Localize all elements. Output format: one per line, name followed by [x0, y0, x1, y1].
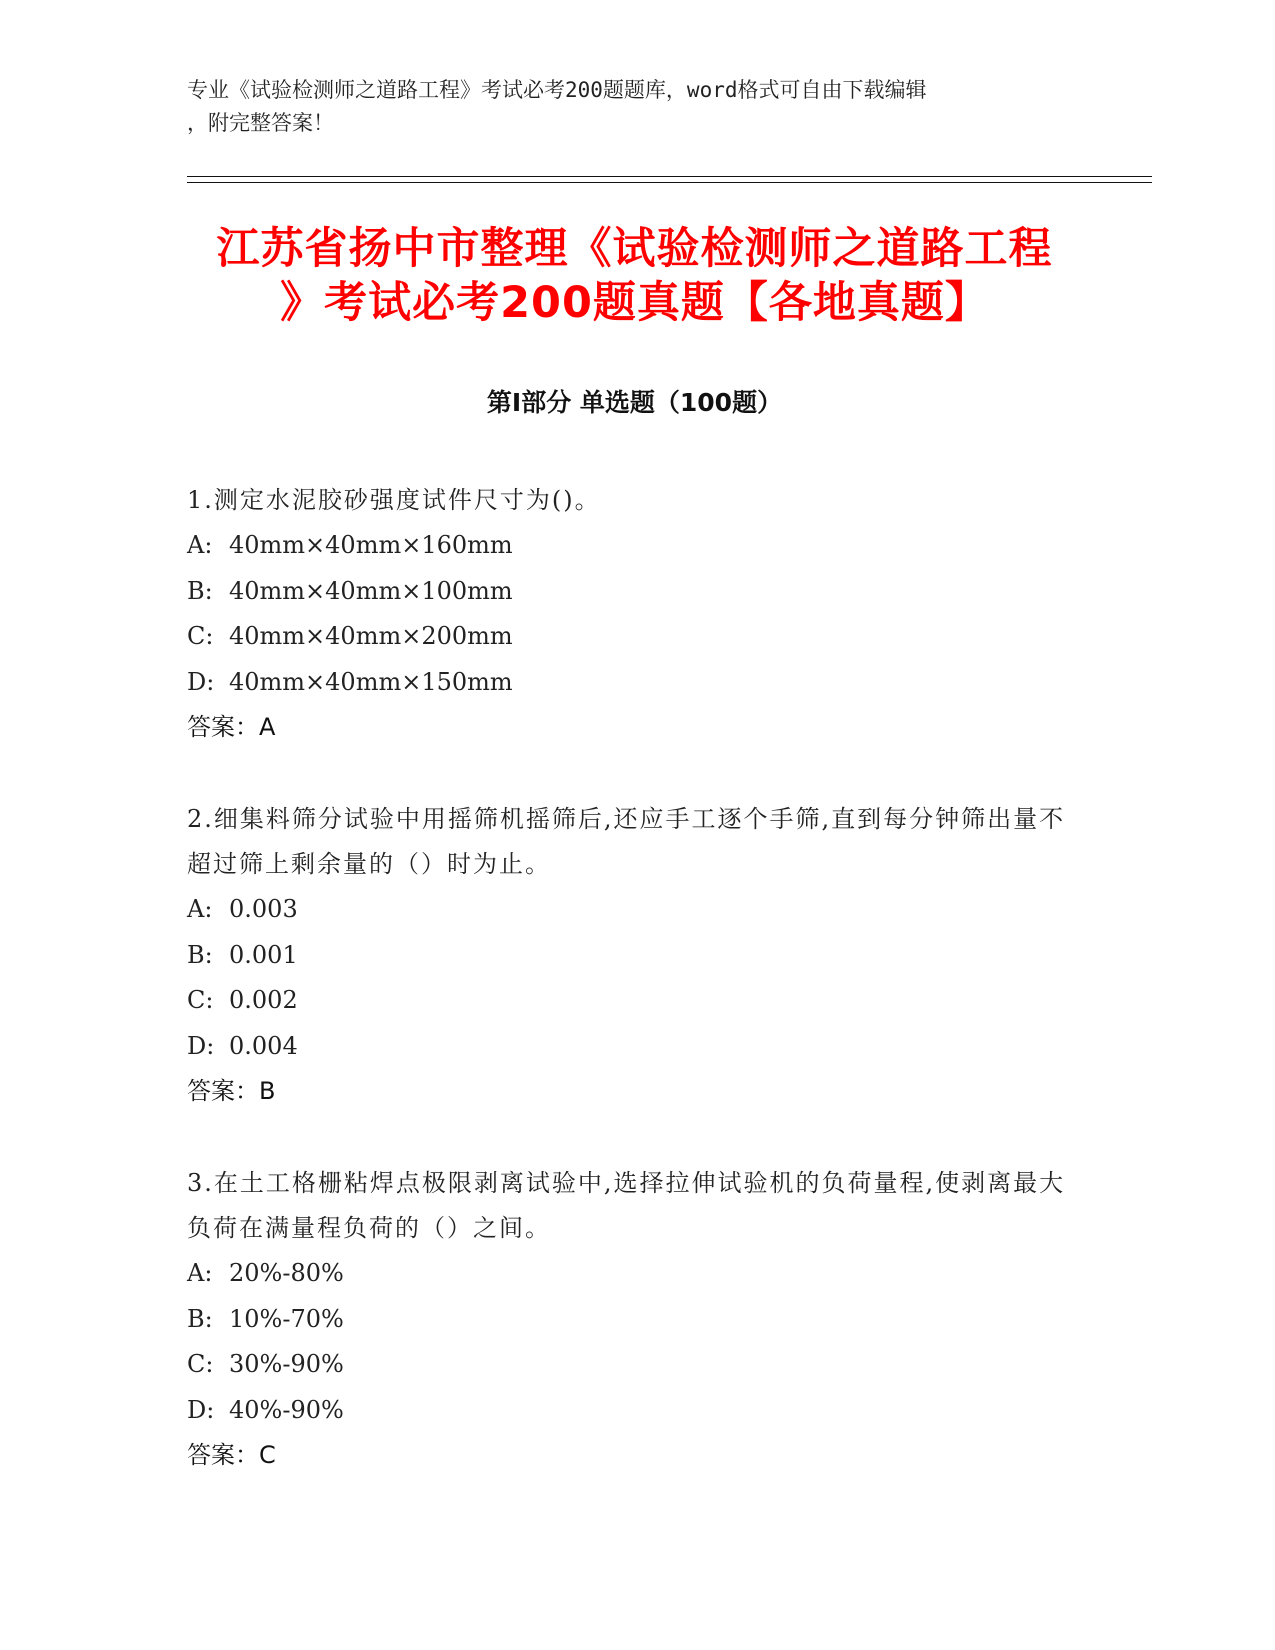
answer-text: 答案：C	[187, 1441, 276, 1469]
option-text: 40mm×40mm×160mm	[229, 531, 513, 559]
question-1	[187, 478, 1067, 750]
option-d	[187, 1024, 1067, 1070]
header-divider-top	[187, 176, 1152, 177]
option-c	[187, 978, 1067, 1024]
option-text: 40mm×40mm×100mm	[229, 576, 513, 605]
option-a	[187, 523, 1067, 569]
option-letter: B:	[187, 940, 213, 969]
option-a	[187, 1251, 1067, 1297]
option-text: 10%-70%	[229, 1304, 344, 1333]
answer-text: 答案：A	[187, 713, 276, 741]
option-letter: B:	[187, 1304, 213, 1333]
option-b	[187, 569, 1067, 615]
option-letter: C:	[187, 1350, 214, 1378]
option-b	[187, 1297, 1067, 1343]
document-title-line-1: 江苏省扬中市整理《试验检测师之道路工程	[216, 224, 1053, 274]
answer-text: 答案：B	[187, 1077, 276, 1105]
question-2	[187, 797, 1067, 1114]
document-title	[187, 222, 1082, 330]
option-letter: D:	[187, 1395, 215, 1424]
option-letter: C:	[187, 986, 214, 1014]
option-text: 0.003	[229, 895, 298, 923]
option-letter: D:	[187, 667, 215, 696]
option-letter: A:	[187, 1259, 213, 1287]
option-text: 0.001	[229, 940, 298, 969]
document-title-line-2: 》考试必考200题真题【各地真题】	[280, 278, 989, 328]
question-list	[187, 478, 1067, 1525]
question-stem: 1.测定水泥胶砂强度试件尺寸为()。	[187, 486, 601, 514]
option-letter: D:	[187, 1031, 215, 1060]
header-note-line-1: 专业《试验检测师之道路工程》考试必考200题题库，word格式可自由下载编辑	[187, 78, 927, 102]
option-text: 40mm×40mm×200mm	[229, 622, 513, 650]
option-text: 30%-90%	[229, 1350, 344, 1378]
option-c	[187, 614, 1067, 660]
question-stem: 2.细集料筛分试验中用摇筛机摇筛后,还应手工逐个手筛,直到每分钟筛出量不超过筛上剩余量的（）时为止。	[187, 805, 1066, 878]
option-text: 20%-80%	[229, 1259, 344, 1287]
option-letter: B:	[187, 576, 213, 605]
question-stem: 3.在土工格栅粘焊点极限剥离试验中,选择拉伸试验机的负荷量程,使剥离最大负荷在满量程负荷的（）之间。	[187, 1169, 1066, 1242]
option-c	[187, 1342, 1067, 1388]
option-text: 40mm×40mm×150mm	[229, 667, 513, 696]
option-a	[187, 887, 1067, 933]
header-note	[187, 74, 1067, 140]
header-note-line-2: ，附完整答案！	[187, 111, 334, 135]
section-heading: 第I部分 单选题（100题）	[486, 388, 783, 417]
option-d	[187, 1388, 1067, 1434]
option-b	[187, 933, 1067, 979]
option-d	[187, 660, 1067, 706]
header-divider-bottom	[187, 182, 1152, 183]
option-text: 0.002	[229, 986, 298, 1014]
option-letter: A:	[187, 895, 213, 923]
option-letter: C:	[187, 622, 214, 650]
option-text: 0.004	[229, 1031, 298, 1060]
option-letter: A:	[187, 531, 213, 559]
question-3	[187, 1161, 1067, 1478]
option-text: 40%-90%	[229, 1395, 344, 1424]
